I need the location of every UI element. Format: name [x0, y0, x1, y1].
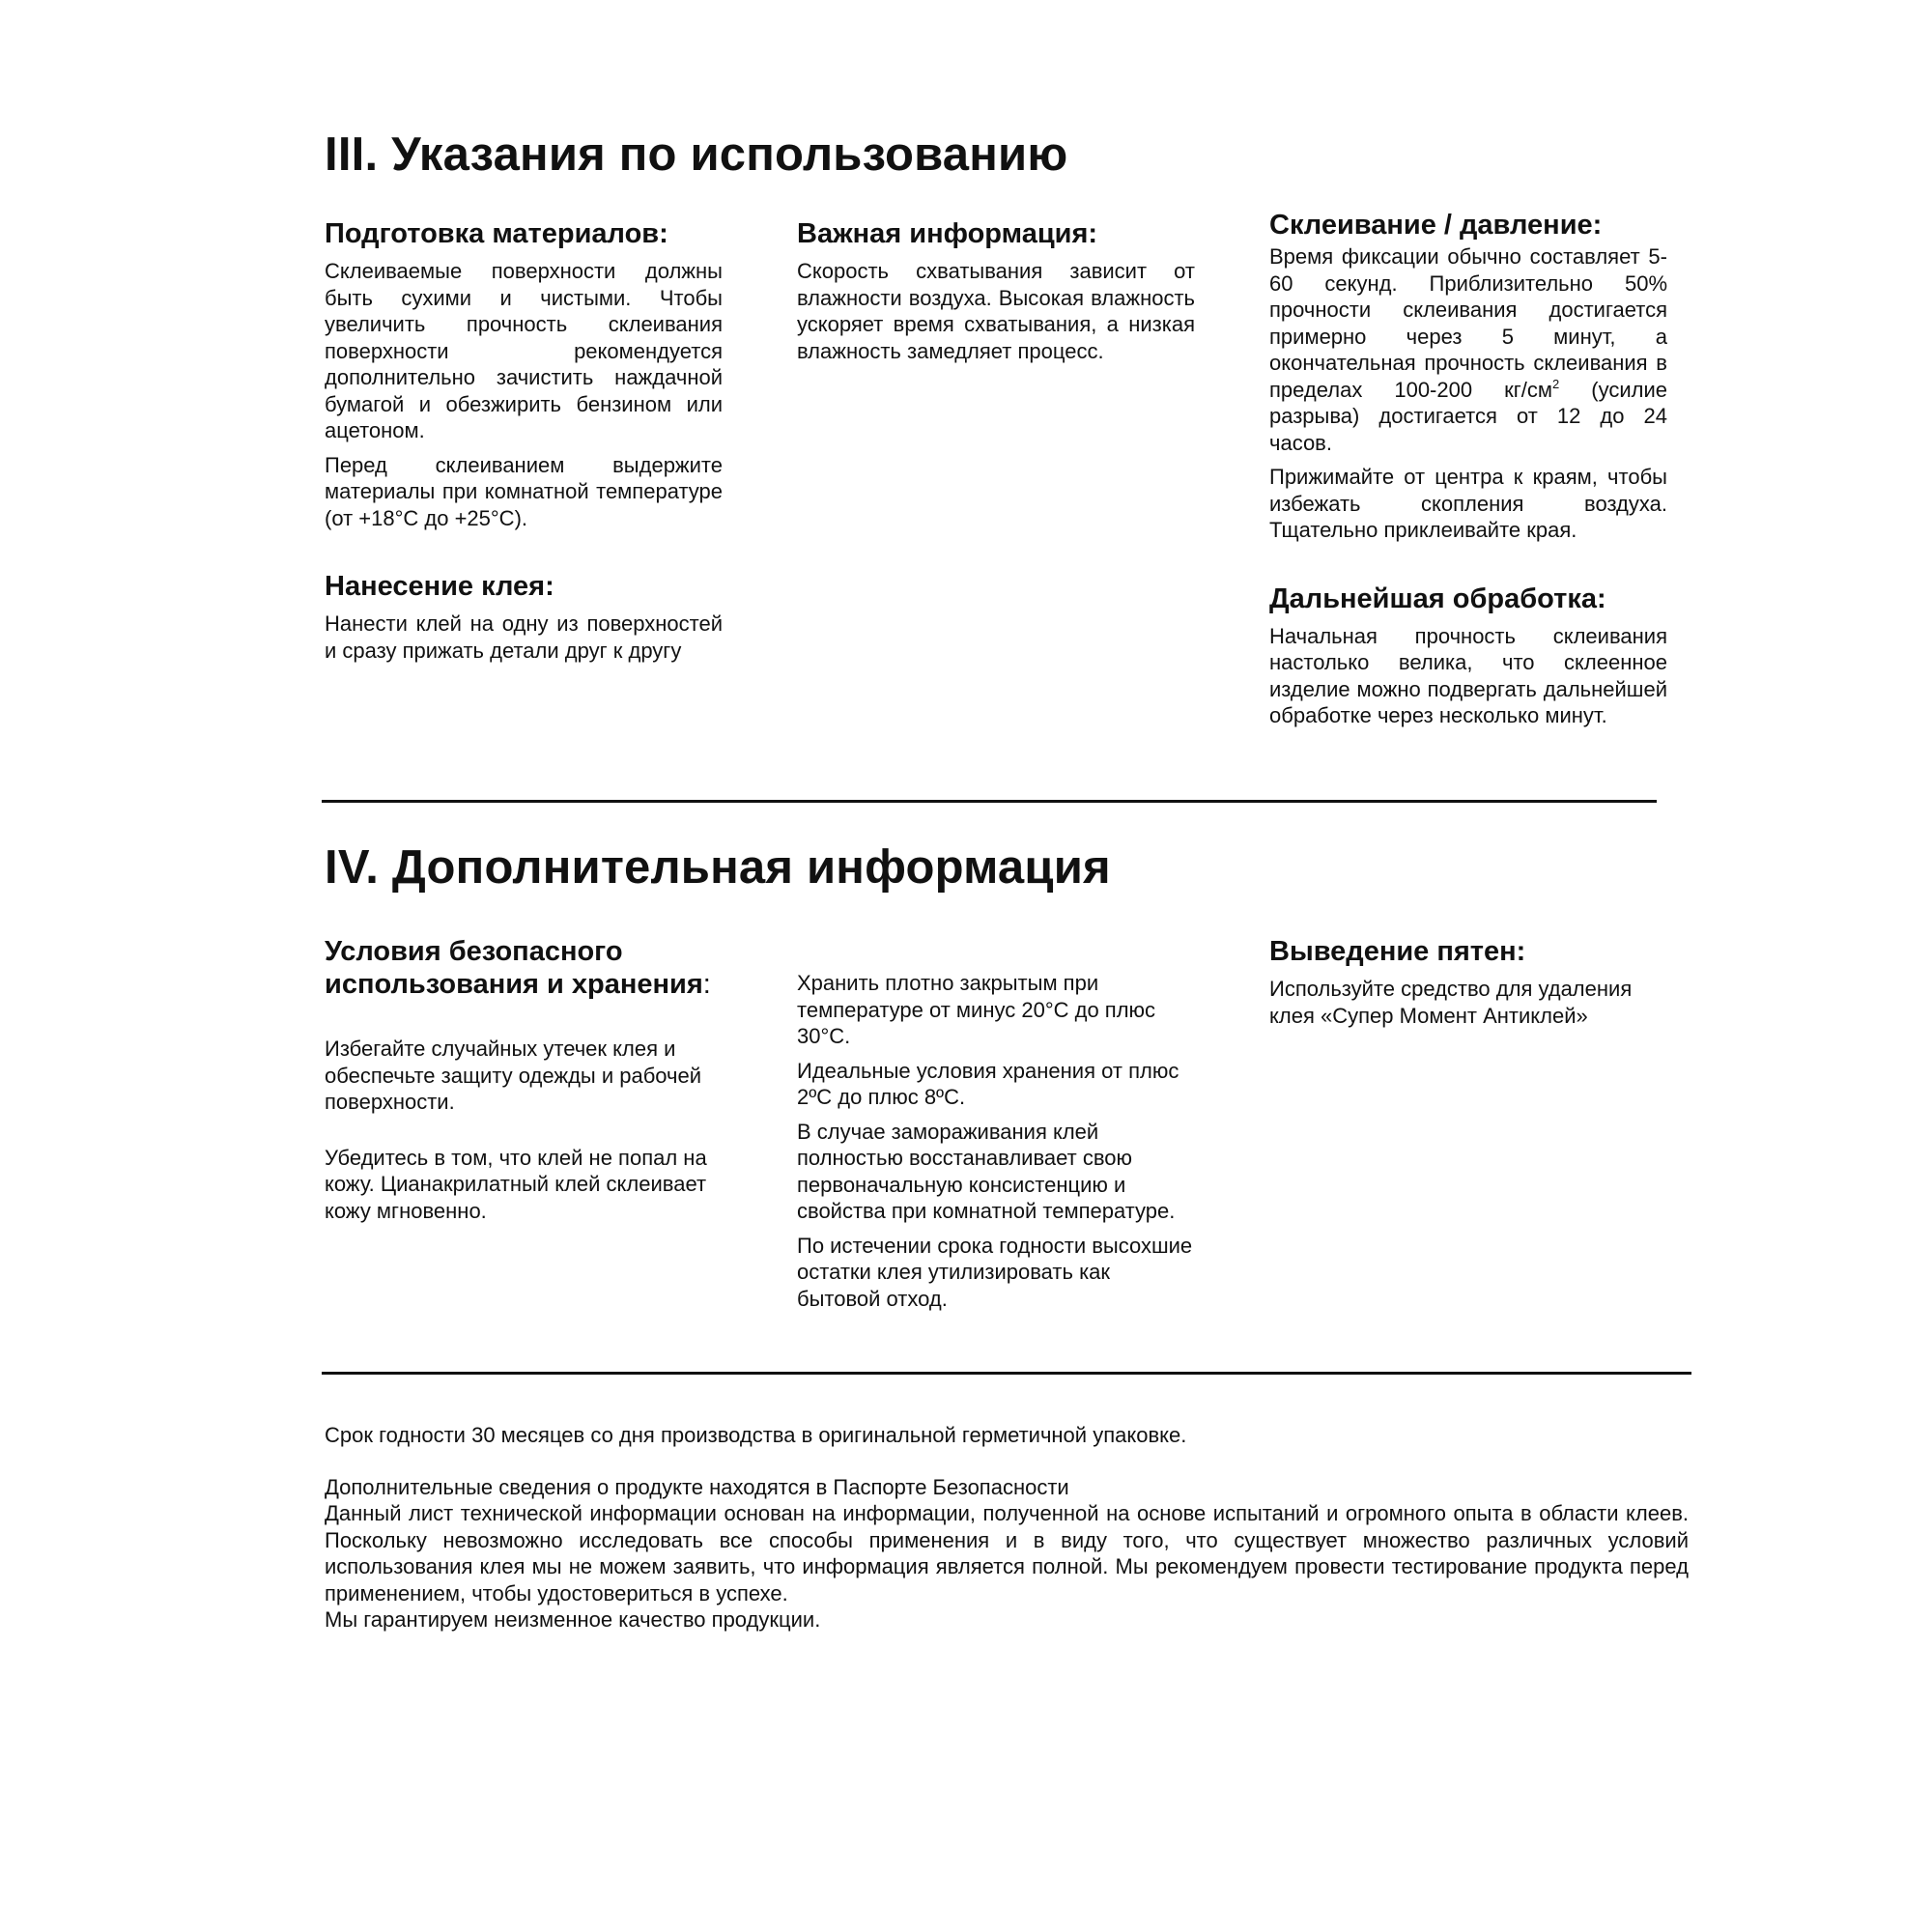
- footer-notes: [325, 1422, 1689, 1634]
- prep-heading: Подготовка материалов:: [325, 218, 668, 249]
- column-preparation-application: [325, 217, 723, 671]
- squared-superscript: 2: [1552, 376, 1560, 391]
- further-processing-paragraph: Начальная прочность склеивания настолько велика, что склеенное изделие можно подвергать дальнейшей обработке через несколько минут.: [1269, 623, 1667, 727]
- important-heading: Важная информация:: [797, 218, 1098, 249]
- stains-paragraph: Используйте средство для удаления клея «Супер Момент Антиклей»: [1269, 977, 1633, 1028]
- safety-heading-colon: :: [702, 969, 711, 1000]
- prep-paragraph-1: Склеиваемые поверхности должны быть сухими и чистыми. Чтобы увеличить прочность склеивания поверхности рекомендуется дополнительно зачистить наждачной бумагой и обезжирить бензином или ацетоном.: [325, 259, 723, 442]
- section-3-title: III. Указания по использованию: [325, 128, 1068, 181]
- bonding-paragraph-2: Прижимайте от центра к краям, чтобы избежать скопления воздуха. Тщательно приклеивайте края.: [1269, 465, 1667, 542]
- column-safety: [325, 935, 723, 1232]
- footer-spacer: [325, 1449, 1689, 1474]
- safety-paragraph-1: Избегайте случайных утечек клея и обеспечьте защиту одежды и рабочей поверхности.: [325, 1037, 702, 1114]
- safety-heading: [325, 935, 723, 1001]
- disclaimer-text: Данный лист технической информации основан на информации, полученной на основе испытаний и огромного опыта в области клеев. Поскольку невозможно исследовать все способы применения и в виду того, что существует множество различных условий использования клея мы не можем заявить, что информация является полной. Мы рекомендуем провести тестирование продукта перед применением, чтобы удостовериться в успехе.: [325, 1501, 1689, 1605]
- application-paragraph: Нанести клей на одну из поверхностей и сразу прижать детали друг к другу: [325, 611, 723, 663]
- further-processing-heading: Дальнейшая обработка:: [1269, 582, 1606, 614]
- bonding-text-after: (усилие разрыва) достигается от 12 до 24 часов.: [1269, 377, 1667, 455]
- safety-paragraph-2: Убедитесь в том, что клей не попал на кожу. Цианакрилатный клей склеивает кожу мгновенно.: [325, 1145, 707, 1223]
- bonding-paragraph-1: [1269, 243, 1667, 456]
- column-storage: [797, 970, 1195, 1320]
- section-divider-2: [322, 1372, 1691, 1375]
- section-4-title: IV. Дополнительная информация: [325, 841, 1111, 894]
- section-divider-1: [322, 800, 1657, 803]
- column-bonding-further: [1269, 209, 1667, 737]
- bonding-text-before: Время фиксации обычно составляет 5-60 секунд. Приблизительно 50% прочности склеивания достигается примерно через 5 минут, а окончательная прочность склеивания в пределах 100-200 кг/см: [1269, 244, 1667, 402]
- safety-passport-text: Дополнительные сведения о продукте находятся в Паспорте Безопасности: [325, 1474, 1069, 1499]
- stains-heading: Выведение пятен:: [1269, 936, 1526, 967]
- storage-paragraph-4: По истечении срока годности высохшие остатки клея утилизировать как бытовой отход.: [797, 1233, 1193, 1311]
- prep-paragraph-2: Перед склеиванием выдержите материалы при комнатной температуре (от +18°C до +25°C).: [325, 452, 723, 530]
- storage-paragraph-1: Хранить плотно закрытым при температуре от минус 20°C до плюс 30°C.: [797, 971, 1156, 1048]
- safety-heading-text: Условия безопасного использования и хранения: [325, 936, 703, 1000]
- important-paragraph: Скорость схватывания зависит от влажности воздуха. Высокая влажность ускоряет время схватывания, а низкая влажность замедляет процесс.: [797, 259, 1195, 363]
- column-stains: [1269, 935, 1667, 1037]
- storage-paragraph-3: В случае замораживания клей полностью восстанавливает свою первоначальную консистенцию и свойства при комнатной температуре.: [797, 1119, 1176, 1223]
- storage-paragraph-2: Идеальные условия хранения от плюс 2ºС до плюс 8ºС.: [797, 1058, 1179, 1109]
- column-important: [797, 217, 1195, 372]
- shelf-life-text: Срок годности 30 месяцев со дня производства в оригинальной герметичной упаковке.: [325, 1423, 1187, 1447]
- application-heading: Нанесение клея:: [325, 571, 554, 602]
- bonding-heading: Склеивание / давление:: [1269, 210, 1603, 241]
- quality-guarantee-text: Мы гарантируем неизменное качество продукции.: [325, 1607, 821, 1632]
